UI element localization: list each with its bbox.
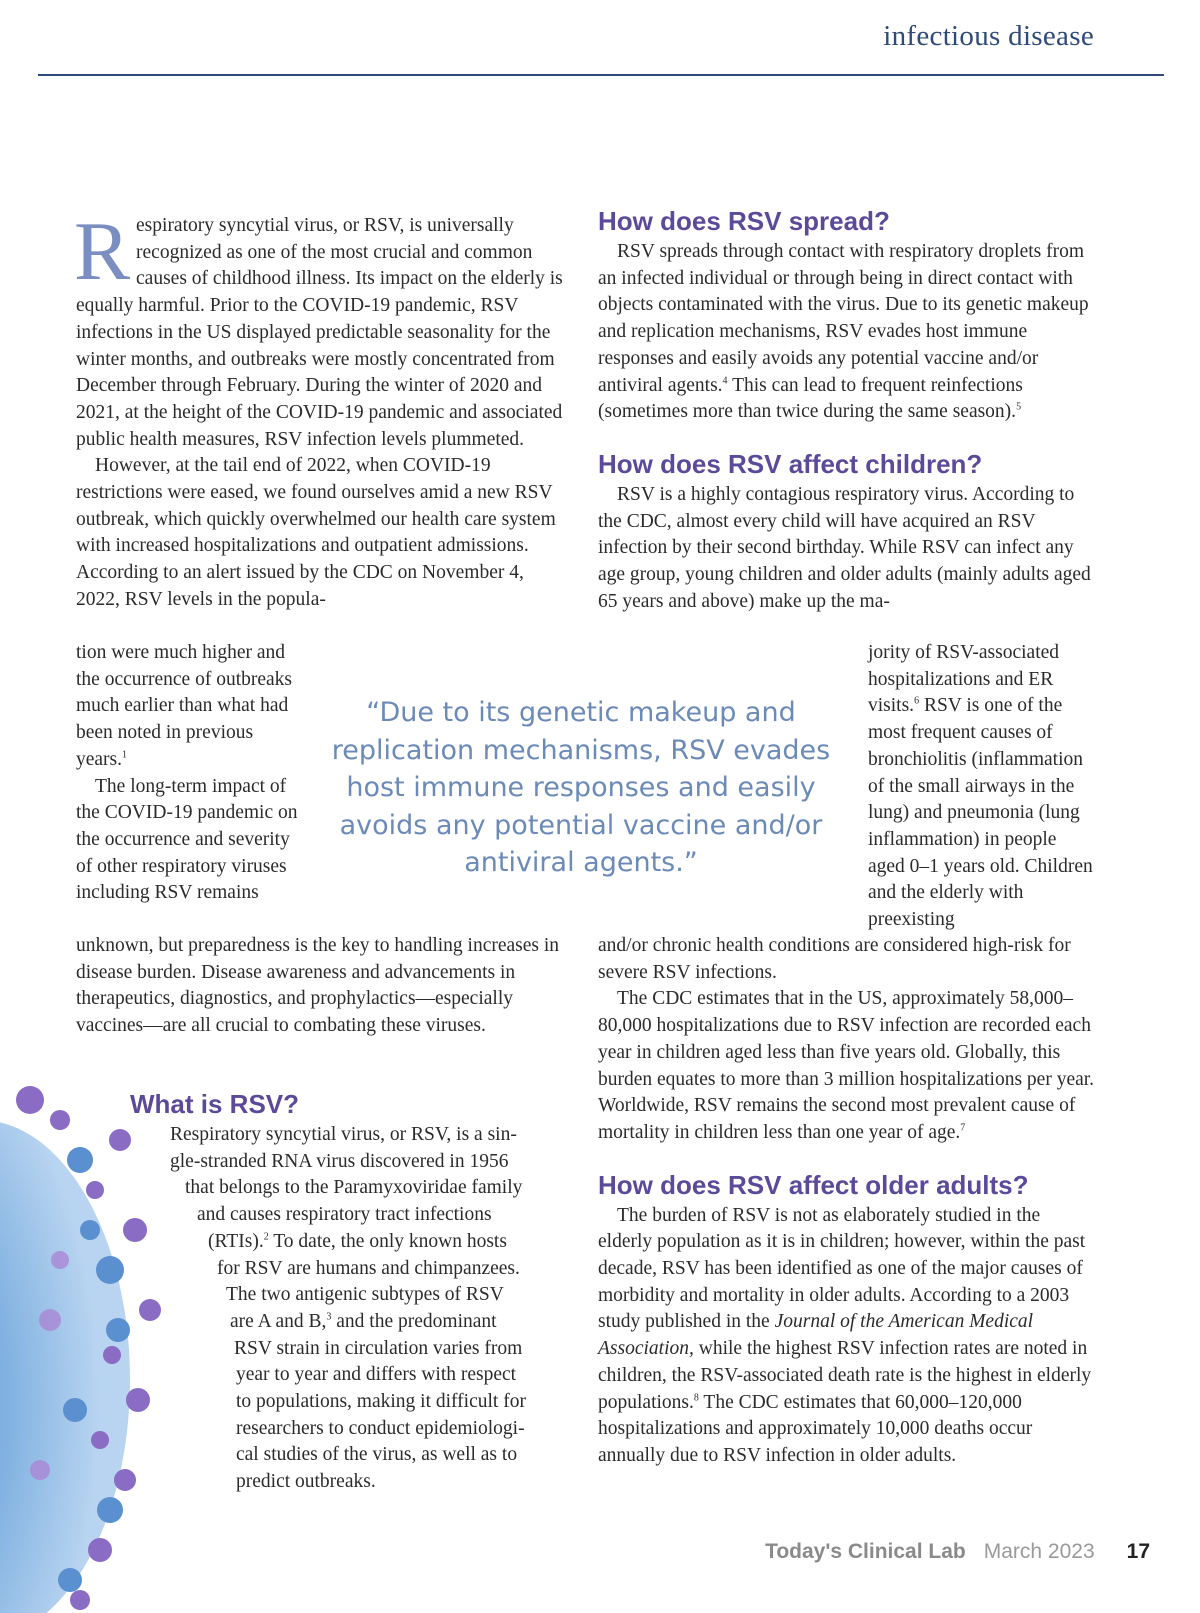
header-rule — [38, 74, 1164, 76]
children-paragraph-1-cont: jority of RSV-associated hospitalizations and ER visits.$^6$ RSV is one of the most frequent causes of bronchiolitis (inflammation of the small airways in the lung) and pneumonia (lung inflammation) in people aged 0–1 years old. Children and the elderly with preexisting — [868, 642, 1093, 931]
intro-paragraph-3-cont: unknown, but preparedness is the key to handling increases in disease burden. Disease awareness and advancements in therapeutics, diagnostics, and prophylactics—especially vaccines—are all crucial to combating these viruses. — [76, 935, 560, 1037]
children-paragraph-1-end: and/or chronic health conditions are considered high-risk for severe RSV infections. — [598, 935, 1071, 983]
drop-cap: R — [74, 205, 131, 298]
intro-column-bottom — [76, 933, 568, 1040]
intro-column-narrow — [76, 640, 301, 907]
page-number: 17 — [1126, 1540, 1150, 1563]
children-heading: How does RSV affect children? — [598, 448, 983, 479]
children-paragraph-2: The CDC estimates that in the US, approximately 58,000–80,000 hospitalizations due to RSV infection are recorded each year in children aged less than five years old. Globally, this burden equates to more than 3 million hospitalizations per year. Worldwide, RSV remains the second most prevalent cause of mortality in children less than one year of age.$^7$ — [598, 988, 1095, 1143]
intro-paragraph-3: The long-term impact of the COVID-19 pandemic on the occurrence and severity of other respiratory viruses including RSV remains — [76, 775, 298, 904]
intro-column-top — [74, 205, 568, 614]
what-is-rsv-body: Respiratory syncytial virus, or RSV, is a sin- gle-stranded RNA virus discovered in 1956 that belongs to the Paramyxoviridae family and causes respiratory tract infections (RTIs).$^2$ To date, the only known hosts for RSV are humans and chimpanzees. The two antigenic subtypes of RSV are A and B,$^3$ and the predominant RSV strain in circulation varies from year to year and differs with respect to populations, making it difficult for researchers to conduct epidemiologi- cal studies of the virus, as well as to predict outbreaks. — [170, 1124, 526, 1493]
older-adults-heading: How does RSV affect older adults? — [598, 1169, 1029, 1200]
issue-date: March 2023 — [983, 1540, 1095, 1563]
publication-name: Today's Clinical Lab — [765, 1540, 966, 1563]
right-column-bottom — [598, 933, 1098, 1470]
spread-heading: How does RSV spread? — [598, 206, 890, 236]
pull-quote: “Due to its genetic makeup and replication mechanisms, RSV evades host immune responses and easily avoids any potential vaccine and/or antiviral agents.” — [331, 697, 831, 878]
section-label: infectious disease — [883, 20, 1094, 52]
intro-paragraph-1: Respiratory syncytial virus, or RSV, is universally recognized as one of the most crucial and common causes of childhood illness. Its impact on the elderly is equally harmful. Prior to the COVID-19 pandemic, RSV infections in the US displayed predictable seasonality for the winter months, and outbreaks were mostly concentrated from December through February. During the winter of 2020 and 2021, at the height of the COVID-19 pandemic and associated public health measures, RSV infection levels plummeted. — [74, 205, 563, 450]
page-footer — [765, 1540, 1150, 1564]
children-paragraph-1: RSV is a highly contagious respiratory virus. According to the CDC, almost every child will have acquired an RSV infection by their second birthday. While RSV can infect any age group, young children and older adults (mainly adults aged 65 years and above) make up the ma- — [598, 483, 1091, 612]
older-adults-paragraph: The burden of RSV is not as elaborately studied in the elderly population as it is in children; however, within the past decade, RSV has been identified as one of the major causes of morbidity and mortality in older adults. According to a 2003 study published in the Journal of the American Medical Association, while the highest RSV infection rates are noted in children, the RSV-associated death rate is the highest in elderly populations.$^8$ The CDC estimates that 60,000–120,000 hospitalizations and approximately 10,000 deaths occur annually due to RSV infection in older adults. — [598, 1204, 1092, 1466]
right-column-narrow — [868, 640, 1098, 934]
what-is-rsv-heading: What is RSV? — [130, 1089, 300, 1119]
what-is-rsv-section — [130, 1088, 570, 1496]
intro-paragraph-2-cont: tion were much higher and the occurrence of outbreaks much earlier than what had been noted in previous years.$^1$ — [76, 642, 293, 770]
right-column-top — [598, 205, 1098, 615]
virus-illustration — [0, 1080, 190, 1613]
spread-paragraph: RSV spreads through contact with respiratory droplets from an infected individual or through being in direct contact with objects contaminated with the virus. Due to its genetic makeup and replication mechanisms, RSV evades host immune responses and easily avoids any potential vaccine and/or antiviral agents.$^4$ This can lead to frequent reinfections (sometimes more than twice during the same season).$^5$ — [598, 241, 1089, 423]
intro-paragraph-2: However, at the tail end of 2022, when COVID-19 restrictions were eased, we found ourselves amid a new RSV outbreak, which quickly overwhelmed our health care system with increased hospitalizations and outpatient admissions. According to an alert issued by the CDC on November 4, 2022, RSV levels in the popula- — [76, 455, 556, 610]
